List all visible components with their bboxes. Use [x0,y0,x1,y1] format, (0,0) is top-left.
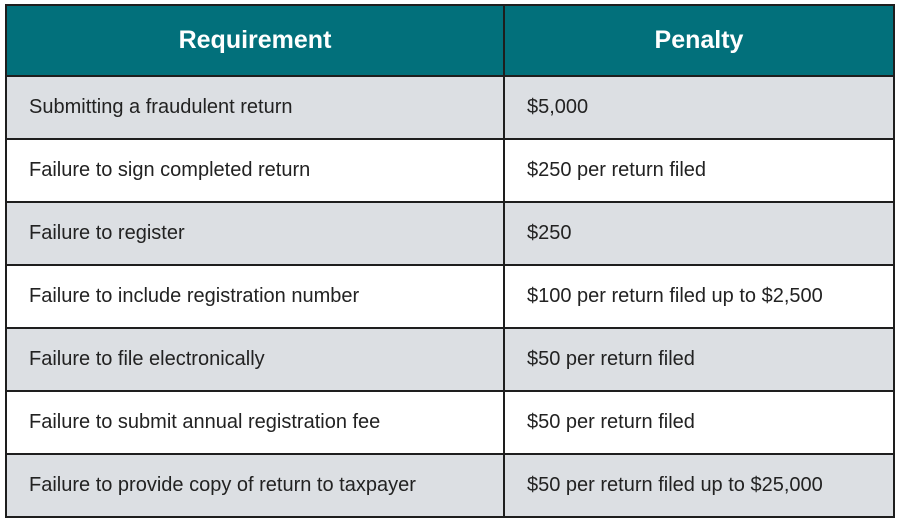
cell-requirement: Failure to include registration number [6,265,504,328]
header-row [6,5,894,76]
cell-penalty: $50 per return filed up to $25,000 [504,454,894,517]
cell-requirement: Failure to sign completed return [6,139,504,202]
cell-penalty: $100 per return filed up to $2,500 [504,265,894,328]
cell-penalty: $250 [504,202,894,265]
table-row [6,202,894,265]
cell-requirement: Failure to submit annual registration fee [6,391,504,454]
table-row [6,328,894,391]
cell-requirement: Failure to file electronically [6,328,504,391]
table-row [6,76,894,139]
cell-penalty: $5,000 [504,76,894,139]
cell-requirement: Failure to provide copy of return to taxpayer [6,454,504,517]
cell-requirement: Submitting a fraudulent return [6,76,504,139]
table-row [6,139,894,202]
cell-penalty: $50 per return filed [504,328,894,391]
table-row [6,265,894,328]
cell-penalty: $250 per return filed [504,139,894,202]
cell-penalty: $50 per return filed [504,391,894,454]
penalty-table [5,4,895,518]
cell-requirement: Failure to register [6,202,504,265]
header-penalty: Penalty [504,5,894,76]
header-requirement: Requirement [6,5,504,76]
table-row [6,454,894,517]
table-row [6,391,894,454]
